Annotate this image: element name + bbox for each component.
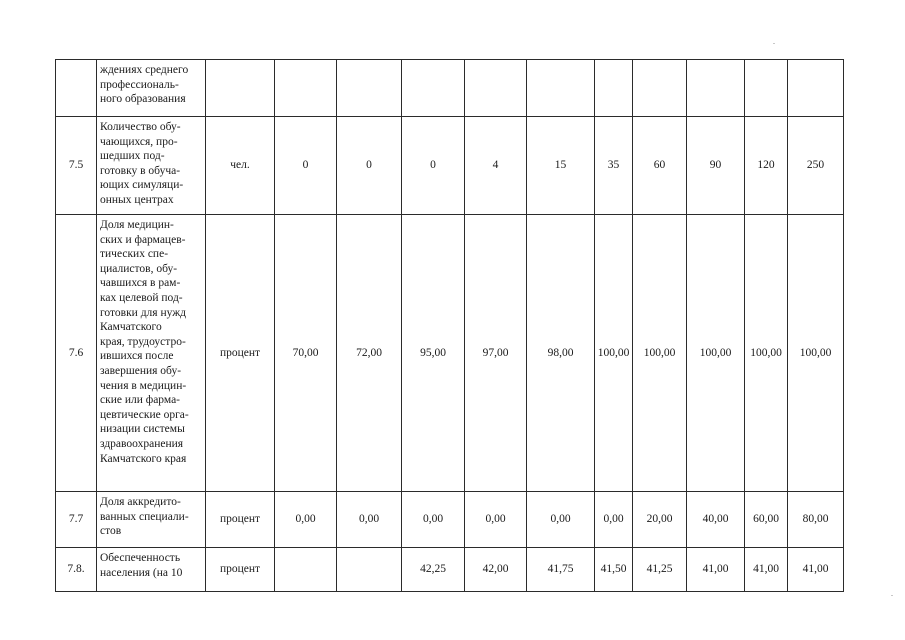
value-cell: 60	[633, 117, 687, 215]
indicator-name-line: чавшихся в рам-	[100, 277, 181, 290]
indicator-name-line: здравоохранения	[100, 437, 184, 450]
value-cell: 0,00	[527, 492, 595, 548]
scan-speck	[891, 595, 893, 596]
row-number-cell: 7.7	[56, 492, 97, 548]
value-cell	[595, 60, 633, 117]
table-body	[56, 60, 844, 592]
value-cell: 97,00	[465, 215, 527, 492]
value-cell	[337, 60, 402, 117]
value-cell: 41,50	[595, 548, 633, 592]
indicator-name-line: тических спе-	[100, 248, 169, 261]
row-number-cell: 7.5	[56, 117, 97, 215]
value-cell: 20,00	[633, 492, 687, 548]
value-cell: 100,00	[633, 215, 687, 492]
unit-cell: процент	[206, 492, 275, 548]
value-cell: 0,00	[402, 492, 465, 548]
value-cell: 35	[595, 117, 633, 215]
table-row	[56, 117, 844, 215]
value-cell: 95,00	[402, 215, 465, 492]
value-cell	[788, 60, 844, 117]
indicator-name-line: ках целевой под-	[100, 291, 183, 304]
value-cell	[465, 60, 527, 117]
indicator-name-line: ившихся после	[100, 350, 174, 363]
value-cell: 42,00	[465, 548, 527, 592]
value-cell: 100,00	[745, 215, 788, 492]
value-cell: 100,00	[687, 215, 745, 492]
indicator-name-line: стов	[100, 525, 122, 538]
value-cell: 90	[687, 117, 745, 215]
indicator-name-line: завершения обу-	[100, 364, 182, 377]
indicator-name-line: циалистов, обу-	[100, 262, 178, 275]
indicator-name-cell	[97, 117, 206, 215]
indicator-name-line: Количество обу-	[100, 121, 181, 133]
value-cell: 15	[527, 117, 595, 215]
indicator-name-line: Обеспеченность	[100, 552, 181, 564]
unit-cell	[206, 60, 275, 117]
indicator-name-line: Доля медицин-	[100, 219, 174, 231]
value-cell	[745, 60, 788, 117]
value-cell	[337, 548, 402, 592]
value-cell: 250	[788, 117, 844, 215]
value-cell: 0	[402, 117, 465, 215]
indicator-name-line: ванных специали-	[100, 510, 189, 523]
indicator-name-line: профессиональ-	[100, 78, 179, 91]
table-row	[56, 215, 844, 492]
indicator-name-cell	[97, 548, 206, 592]
value-cell: 0,00	[275, 492, 337, 548]
unit-cell: процент	[206, 548, 275, 592]
table-row	[56, 492, 844, 548]
unit-cell: чел.	[206, 117, 275, 215]
indicator-name-line: ющих симуляци-	[100, 179, 184, 192]
scan-speck	[773, 43, 775, 44]
indicator-name-line: чающихся, про-	[100, 135, 178, 148]
value-cell: 72,00	[337, 215, 402, 492]
value-cell: 0	[275, 117, 337, 215]
indicator-name-line: населения (на 10	[100, 566, 183, 579]
indicator-name-line: ного образования	[100, 93, 186, 106]
value-cell	[527, 60, 595, 117]
value-cell: 0	[337, 117, 402, 215]
value-cell: 100,00	[595, 215, 633, 492]
value-cell: 41,00	[687, 548, 745, 592]
indicator-name-cell	[97, 60, 206, 117]
value-cell	[402, 60, 465, 117]
value-cell: 0,00	[465, 492, 527, 548]
indicator-name-line: ские или фарма-	[100, 394, 181, 407]
indicator-name-line: ждениях среднего	[100, 64, 189, 76]
indicator-name-line: готовки для нужд	[100, 306, 187, 319]
table-row	[56, 60, 844, 117]
value-cell: 0,00	[595, 492, 633, 548]
indicator-name-line: ских и фармацев-	[100, 233, 186, 246]
indicator-name-line: низации системы	[100, 423, 185, 436]
unit-cell: процент	[206, 215, 275, 492]
value-cell: 41,75	[527, 548, 595, 592]
indicator-name-cell	[97, 492, 206, 548]
value-cell: 120	[745, 117, 788, 215]
row-number-cell: 7.8.	[56, 548, 97, 592]
indicator-name-line: онных центрах	[100, 193, 174, 206]
value-cell: 100,00	[788, 215, 844, 492]
value-cell: 4	[465, 117, 527, 215]
value-cell: 98,00	[527, 215, 595, 492]
indicator-name-cell	[97, 215, 206, 492]
value-cell	[633, 60, 687, 117]
indicator-name-line: готовку в обуча-	[100, 164, 181, 177]
value-cell: 41,00	[788, 548, 844, 592]
value-cell: 40,00	[687, 492, 745, 548]
value-cell: 60,00	[745, 492, 788, 548]
indicator-name-line: Камчатского	[100, 321, 162, 334]
value-cell: 0,00	[337, 492, 402, 548]
value-cell	[687, 60, 745, 117]
indicator-name-line: Камчатского края	[100, 452, 187, 465]
value-cell: 41,00	[745, 548, 788, 592]
value-cell: 42,25	[402, 548, 465, 592]
value-cell	[275, 548, 337, 592]
value-cell: 80,00	[788, 492, 844, 548]
indicator-name-line: цевтические орга-	[100, 408, 189, 421]
value-cell: 41,25	[633, 548, 687, 592]
row-number-cell: 7.6	[56, 215, 97, 492]
indicator-table	[55, 59, 844, 592]
indicator-name-line: шедших под-	[100, 150, 165, 163]
value-cell	[275, 60, 337, 117]
indicator-name-line: чения в медицин-	[100, 379, 187, 392]
row-number-cell	[56, 60, 97, 117]
table-row	[56, 548, 844, 592]
indicator-name-line: края, трудоустро-	[100, 335, 186, 348]
value-cell: 70,00	[275, 215, 337, 492]
indicator-name-line: Доля аккредито-	[100, 496, 181, 508]
